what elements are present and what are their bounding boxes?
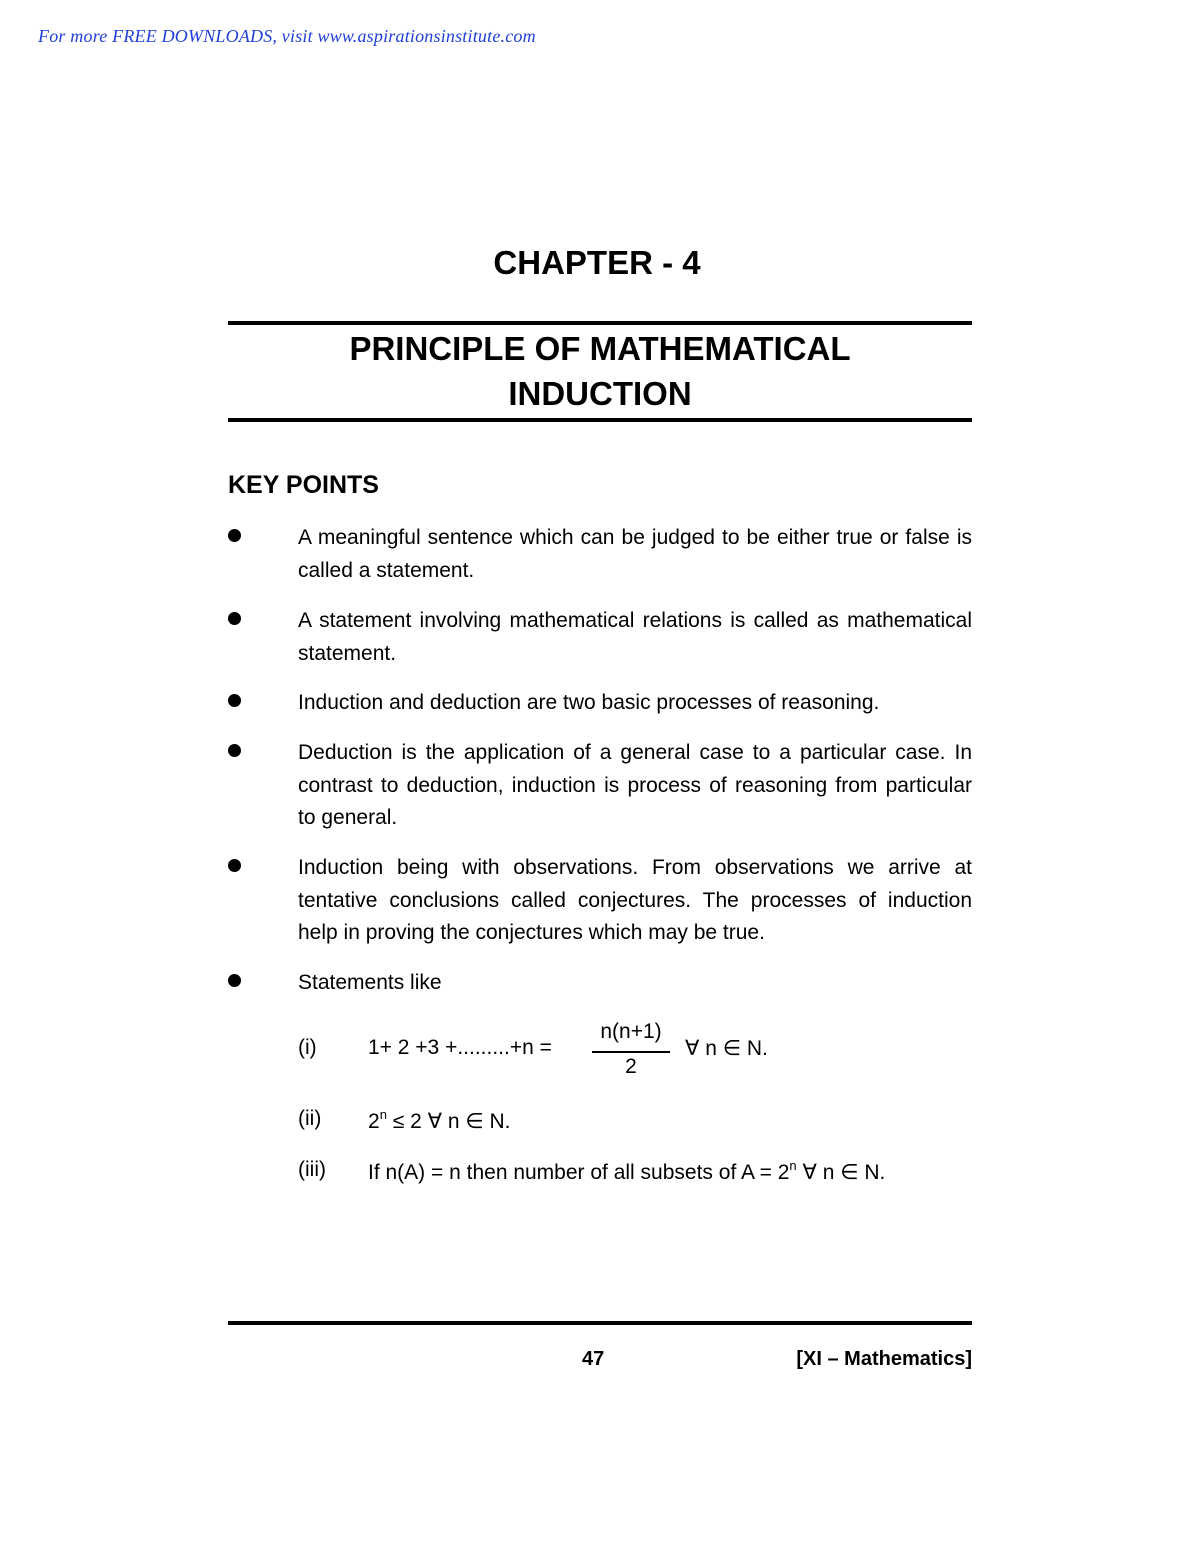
example-i-label: (i): [298, 1036, 317, 1059]
example-i-lhs: 1+ 2 +3 +.........+n =: [368, 1036, 552, 1059]
bullet-icon: [228, 529, 241, 542]
key-point-text: Statements like: [298, 971, 442, 994]
chapter-label: CHAPTER - 4: [493, 244, 701, 281]
example-iii-expression: [368, 1158, 885, 1185]
footer-rule: [228, 1321, 972, 1325]
example-iii-exponent: n: [789, 1158, 797, 1173]
example-iii-tail: ∀ n ∈ N.: [802, 1161, 886, 1184]
title-top-rule: [228, 321, 972, 325]
chapter-title-line-2: INDUCTION: [508, 375, 692, 412]
key-points-heading: KEY POINTS: [228, 471, 379, 499]
key-point-text: Deduction is the application of a general case to a particular case. In contrast to deduction, induction is process of reasoning from particular to general.: [298, 741, 972, 829]
fraction-bar: [592, 1051, 670, 1053]
fraction-denominator: 2: [625, 1055, 637, 1078]
title-bottom-rule: [228, 418, 972, 422]
example-ii-label: (ii): [298, 1107, 322, 1130]
bullet-icon: [228, 974, 241, 987]
example-iii-label: (iii): [298, 1158, 326, 1181]
page-number: 47: [582, 1348, 605, 1370]
key-point-text: Induction being with observations. From observations we arrive at tentative conclusions called conjectures. The processes of induction help in proving the conjectures which may be true.: [298, 856, 972, 944]
key-point-text: A meaningful sentence which can be judged to be either true or false is called a statement.: [298, 526, 972, 582]
chapter-title: [228, 326, 972, 416]
chapter-title-line-1: PRINCIPLE OF MATHEMATICAL: [349, 330, 851, 367]
fraction-numerator: n(n+1): [600, 1020, 662, 1043]
bullet-icon: [228, 612, 241, 625]
example-ii-exponent: n: [379, 1107, 387, 1122]
bullet-icon: [228, 694, 241, 707]
bullet-icon: [228, 859, 241, 872]
example-iii-text: If n(A) = n then number of all subsets of A = 2: [368, 1161, 790, 1184]
example-ii-base: 2: [368, 1110, 380, 1133]
header-banner: For more FREE DOWNLOADS, visit www.aspirationsinstitute.com: [38, 26, 536, 46]
key-point-text: A statement involving mathematical relations is called as mathematical statement.: [298, 609, 972, 665]
example-i-quantifier: ∀ n ∈ N.: [685, 1037, 768, 1060]
key-point-text: Induction and deduction are two basic processes of reasoning.: [298, 691, 880, 714]
example-ii-tail: ≤ 2 ∀ n ∈ N.: [392, 1110, 511, 1133]
example-ii-expression: [368, 1107, 510, 1134]
bullet-icon: [228, 744, 241, 757]
footer-subject: [XI – Mathematics]: [796, 1348, 972, 1370]
